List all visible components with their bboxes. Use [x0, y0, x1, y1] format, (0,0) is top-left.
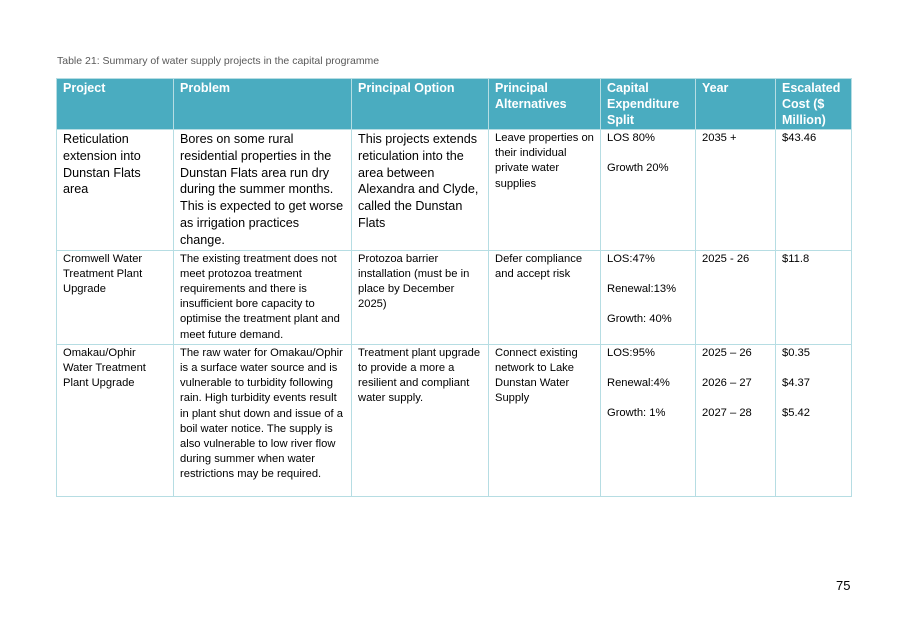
capex-renewal: Renewal:4% [607, 377, 670, 389]
capex-growth: Growth: 40% [607, 312, 672, 325]
principal-alternatives-cell: Leave properties on their individual private water supplies [489, 130, 601, 251]
header-problem: Problem [174, 79, 352, 130]
cost-value: $4.37 [782, 377, 810, 389]
header-year: Year [696, 79, 776, 130]
year-value: 2025 - 26 [702, 252, 750, 265]
header-escalated-cost: Escalated Cost ($ Million) [776, 79, 852, 130]
year-value: 2025 – 26 [702, 346, 752, 359]
table-row [57, 250, 852, 344]
cost-value: $5.42 [782, 407, 810, 420]
year-cell [696, 250, 776, 344]
capex-los: LOS:47% [607, 252, 655, 265]
capex-los: LOS 80% [607, 132, 655, 144]
problem-cell: Bores on some rural residential properties in the Dunstan Flats area run dry during the summer months. This is expected to get worse as irrigation practices change. [174, 130, 352, 251]
header-capital-expenditure-split: Capital Expenditure Split [601, 79, 696, 130]
year-cell [696, 344, 776, 496]
capex-split-cell [601, 344, 696, 496]
project-cell: Reticulation extension into Dunstan Flats area [57, 130, 174, 251]
year-value: 2035 + [702, 132, 737, 144]
capex-growth: Growth: 1% [607, 407, 666, 420]
cost-value: $0.35 [782, 346, 810, 359]
cost-value: $11.8 [782, 252, 810, 265]
header-row [57, 79, 852, 130]
principal-option-cell: Protozoa barrier installation (must be in place by December 2025) [352, 250, 489, 344]
year-value: 2027 – 28 [702, 407, 752, 420]
cost-cell [776, 130, 852, 251]
capex-los: LOS:95% [607, 346, 655, 359]
principal-alternatives-cell: Connect existing network to Lake Dunstan Water Supply [489, 344, 601, 496]
header-project: Project [57, 79, 174, 130]
problem-cell: The existing treatment does not meet protozoa treatment requirements and there is insufficient bore capacity to optimise the treatment plant and meet future demand. [174, 250, 352, 344]
capex-split-cell [601, 250, 696, 344]
principal-alternatives-cell: Defer compliance and accept risk [489, 250, 601, 344]
capital-projects-table [56, 78, 852, 497]
table-caption: Table 21: Summary of water supply projects in the capital programme [57, 55, 380, 67]
capex-growth: Growth 20% [607, 162, 669, 175]
project-cell: Omakau/Ophir Water Treatment Plant Upgrade [57, 344, 174, 496]
table-row [57, 344, 852, 496]
principal-option-cell: This projects extends reticulation into the area between Alexandra and Clyde, called the Dunstan Flats [352, 130, 489, 251]
capex-renewal: Renewal:13% [607, 282, 677, 295]
principal-option-cell: Treatment plant upgrade to provide a more a resilient and compliant water supply. [352, 344, 489, 496]
header-principal-option: Principal Option [352, 79, 489, 130]
header-principal-alternatives: Principal Alternatives [489, 79, 601, 130]
cost-cell [776, 250, 852, 344]
project-cell: Cromwell Water Treatment Plant Upgrade [57, 250, 174, 344]
year-value: 2026 – 27 [702, 377, 752, 389]
year-cell [696, 130, 776, 251]
cost-value: $43.46 [782, 132, 817, 144]
page-number: 75 [836, 578, 851, 593]
capex-split-cell [601, 130, 696, 251]
cost-cell [776, 344, 852, 496]
problem-cell: The raw water for Omakau/Ophir is a surface water source and is vulnerable to turbidity following rain. High turbidity events result in plant shut down and issue of a boil water notice. The supply is also vulnerable to low river flow during summer when water restrictions may be required. [174, 344, 352, 496]
table-row [57, 130, 852, 251]
